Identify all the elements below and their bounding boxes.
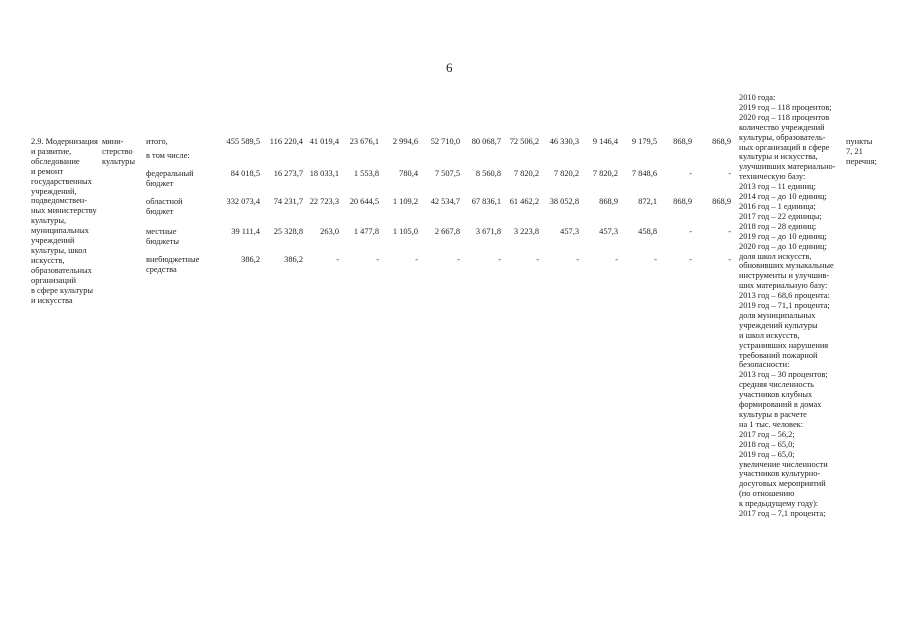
indicator-line: 2019 год – 118 процентов; [739, 102, 832, 112]
funding-cell: - [415, 255, 418, 264]
item-name-line: 2.9. Модернизация [31, 137, 98, 146]
links-column [846, 137, 877, 167]
funding-cell: 7 820,2 [553, 169, 579, 178]
funding-cell: 7 820,2 [513, 169, 539, 178]
item-name-line: государственных [31, 176, 92, 186]
funding-cell: - [689, 227, 692, 236]
funding-cell: 80 068,7 [471, 137, 501, 146]
item-name-line: искусств, [31, 255, 65, 265]
item-name-line: и развитие, [31, 146, 72, 156]
funding-cell: 868,9 [712, 137, 731, 146]
funding-cell: - [654, 255, 657, 264]
funding-cell: 22 723,3 [309, 197, 339, 206]
indicator-line: 2013 год – 68,6 процента: [739, 291, 830, 301]
item-name-line: культуры, школ [31, 245, 87, 255]
item-name-line: учреждений [31, 236, 75, 246]
funding-cell: 42 534,7 [430, 197, 460, 206]
indicator-line: культуры и искусства, [739, 152, 818, 162]
item-name-line: в сфере культуры [31, 285, 94, 295]
funding-cell: - [457, 255, 460, 264]
links-line: перечня; [846, 156, 877, 166]
funding-cell: 2 667,8 [434, 227, 460, 236]
funding-cell: 7 848,6 [631, 169, 657, 178]
indicator-line: культуры, образователь- [739, 132, 826, 142]
indicator-line: 2019 год – до 10 единиц; [739, 231, 827, 241]
indicator-line: техническую базу: [739, 172, 806, 182]
funding-cell: 868,9 [673, 197, 692, 206]
funding-cell: 7 820,2 [592, 169, 618, 178]
indicator-line: улучшивших материально- [739, 162, 836, 172]
funding-cell: 868,9 [599, 197, 618, 206]
funding-cell: 84 018,5 [230, 169, 260, 178]
indicator-line: обновивших музыкальные [739, 261, 834, 271]
indicator-line: ших материальную базу: [739, 281, 828, 291]
funding-source-line: местные [146, 227, 177, 236]
links-line: 7, 21 [846, 146, 863, 156]
funding-source [146, 169, 194, 189]
funding-source-line: бюджет [146, 206, 174, 216]
indicator-line: 2017 год – 22 единицы; [739, 211, 822, 221]
indicator-line: участников клубных [739, 390, 813, 400]
executor-line: мини- [102, 137, 124, 146]
funding-cell: 386,2 [241, 255, 260, 264]
funding-cell: - [689, 255, 692, 264]
funding-cell: 46 330,3 [549, 137, 579, 146]
item-name-line: муниципальных [31, 226, 89, 236]
funding-cell: 458,8 [638, 227, 657, 236]
funding-cell: 9 146,4 [592, 137, 618, 146]
funding-source-line: внебюджетные [146, 255, 200, 264]
funding-cell: - [498, 255, 501, 264]
indicator-line: 2013 год – 30 процентов; [739, 370, 828, 380]
funding-cell: 457,3 [560, 227, 579, 236]
indicator-line: ных организаций в сфере [739, 142, 830, 152]
indicator-line: 2018 год – 65,0; [739, 439, 795, 449]
funding-cell: 39 111,4 [231, 227, 260, 236]
indicator-line: учреждений культуры [739, 320, 818, 330]
indicator-line: средняя численность [739, 380, 814, 390]
funding-cell: 455 589,5 [226, 137, 260, 146]
funding-cell: - [376, 255, 379, 264]
indicator-line: устранивших нарушения [739, 340, 829, 350]
funding-cell: - [336, 255, 339, 264]
funding-cell: 20 644,5 [349, 197, 379, 206]
funding-source-line: бюджет [146, 178, 174, 188]
funding-source-line: в том числе: [146, 151, 190, 160]
item-name-line: ных министерству [31, 206, 97, 216]
funding-cell: 3 671,8 [475, 227, 501, 236]
indicators-column [739, 93, 836, 519]
page-number: 6 [446, 60, 453, 75]
indicator-line: безопасности: [739, 360, 790, 370]
funding-source-line: бюджеты [146, 236, 180, 246]
funding-cell: - [536, 255, 539, 264]
indicator-line: 2010 года: [739, 93, 776, 102]
indicator-line: 2020 год – 118 процентов [739, 112, 830, 122]
links-line: пункты [846, 137, 873, 146]
indicator-line: 2019 год – 65,0; [739, 449, 795, 459]
funding-cell: 38 052,8 [549, 197, 579, 206]
funding-cell: 457,3 [599, 227, 618, 236]
funding-cell: 868,9 [712, 197, 731, 206]
item-name [31, 137, 98, 305]
funding-cell: 3 223,8 [513, 227, 539, 236]
executor-line: культуры [102, 156, 135, 166]
indicator-line: увеличение численности [739, 459, 828, 469]
indicator-line: формирований в домах [739, 400, 822, 410]
funding-cell: 52 710,0 [430, 137, 460, 146]
funding-cell: 780,4 [399, 169, 418, 178]
item-name-line: организаций [31, 275, 76, 285]
indicator-line: 2018 год – 28 единиц; [739, 221, 817, 231]
funding-cell: 1 109,2 [392, 197, 418, 206]
funding-cell: - [615, 255, 618, 264]
item-name-line: обследование [31, 156, 80, 166]
indicator-line: 2013 год – 11 единиц; [739, 182, 816, 192]
indicator-line: 2020 год – до 10 единиц; [739, 241, 827, 251]
indicator-line: доля школ искусств, [739, 251, 812, 261]
indicator-line: доля муниципальных [739, 310, 816, 320]
funding-source [146, 255, 199, 275]
funding-cell: 872,1 [638, 197, 657, 206]
funding-source [146, 227, 179, 247]
funding-cell: - [728, 227, 731, 236]
funding-source-line: средства [146, 264, 177, 274]
funding-source [146, 197, 183, 217]
funding-cell: - [728, 255, 731, 264]
funding-cell: 332 073,4 [226, 197, 260, 206]
indicator-line: 2016 год – 1 единица; [739, 201, 816, 211]
funding-cell: 18 033,1 [309, 169, 339, 178]
funding-cell: 8 560,8 [475, 169, 501, 178]
indicator-line: 2017 год – 7,1 процента; [739, 509, 826, 519]
indicator-line: культуры в расчете [739, 410, 807, 419]
funding-cell: 67 836,1 [471, 197, 501, 206]
funding-cell: 263,0 [320, 227, 339, 236]
funding-cell: 1 477,8 [353, 227, 379, 236]
funding-source-line: итого, [146, 137, 168, 146]
executor-line: стерство [102, 146, 133, 156]
funding-source-line: федеральный [146, 169, 194, 178]
funding-cell: 386,2 [284, 255, 303, 264]
funding-cell: - [689, 169, 692, 178]
item-name-line: учреждений, [31, 186, 77, 196]
executor [102, 137, 135, 167]
funding-cell: 116 220,4 [269, 137, 303, 146]
funding-cell: 2 994,6 [392, 137, 418, 146]
indicator-line: требований пожарной [739, 350, 818, 360]
funding-cell: - [728, 169, 731, 178]
funding-cell: 74 231,7 [273, 197, 303, 206]
item-name-line: и ремонт [31, 166, 64, 176]
funding-cell: 61 462,2 [509, 197, 539, 206]
indicator-line: и школ искусств, [739, 330, 800, 340]
item-name-line: культуры, [31, 216, 67, 226]
funding-cell: 41 019,4 [309, 137, 339, 146]
funding-source [146, 151, 190, 161]
item-name-line: и искусства [31, 295, 73, 305]
funding-cell: 7 507,5 [434, 169, 460, 178]
funding-cell: 9 179,5 [631, 137, 657, 146]
item-name-line: подведомствен- [31, 196, 88, 206]
funding-cell: 868,9 [673, 137, 692, 146]
funding-cell: 16 273,7 [273, 169, 303, 178]
funding-source-line: областной [146, 197, 183, 206]
indicator-line: инструменты и улучшив- [739, 271, 830, 281]
indicator-line: 2019 год – 71,1 процента; [739, 301, 830, 311]
indicator-line: 2014 год – до 10 единиц; [739, 192, 827, 202]
funding-cell: 1 105,0 [392, 227, 418, 236]
funding-cell: - [576, 255, 579, 264]
funding-cell: 72 506,2 [509, 137, 539, 146]
funding-source [146, 137, 168, 147]
indicator-line: к предыдущему году): [739, 499, 819, 509]
indicator-line: 2017 год – 56,2; [739, 429, 795, 439]
funding-cell: 1 553,8 [353, 169, 379, 178]
indicator-line: (по отношению [739, 489, 795, 499]
indicator-line: на 1 тыс. человек: [739, 419, 804, 429]
indicator-line: участников культурно- [739, 469, 821, 479]
item-name-line: образовательных [31, 265, 92, 275]
indicator-line: количество учреждений [739, 122, 825, 132]
funding-cell: 25 328,8 [273, 227, 303, 236]
indicator-line: досуговых мероприятий [739, 479, 826, 489]
funding-cell: 23 676,1 [349, 137, 379, 146]
